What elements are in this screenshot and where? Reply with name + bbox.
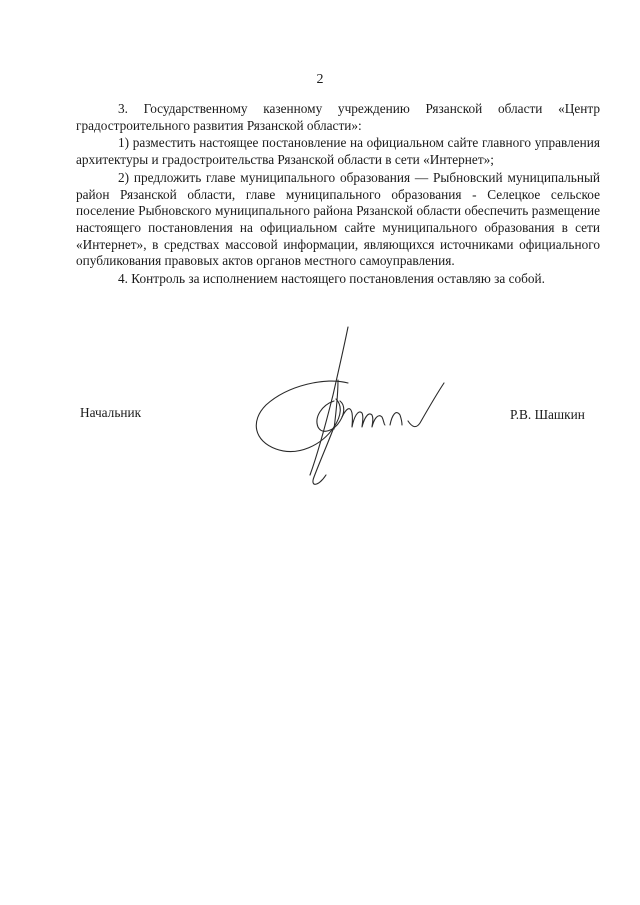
document-body (76, 101, 600, 288)
paragraph-3-2: 2) предложить главе муниципального образования — Рыбновский муниципальный район Рязанской области, главе муниципального образования - Селецкое сельское поселение Рыбновского муниципального района Рязанской области обеспечить размещение настоящего постановления на официальном сайте муниципального образования в сети «Интернет», в средствах массовой информации, являющихся источниками официального опубликования правовых актов органов местного самоуправления. (76, 169, 600, 269)
paragraph-3: 3. Государственному казенному учреждению Рязанской области «Центр градостроительного развития Рязанской области»: (76, 101, 600, 133)
paragraph-3-1: 1) разместить настоящее постановление на официальном сайте главного управления архитектуры и градостроительства Рязанской области в сети «Интернет»; (76, 135, 600, 168)
signer-name: Р.В. Шашкин (510, 407, 585, 422)
handwritten-signature (248, 325, 448, 490)
paragraph-4: 4. Контроль за исполнением настоящего постановления оставляю за собой. (118, 271, 545, 287)
signer-title: Начальник (80, 405, 142, 420)
page-number: 2 (316, 72, 324, 87)
